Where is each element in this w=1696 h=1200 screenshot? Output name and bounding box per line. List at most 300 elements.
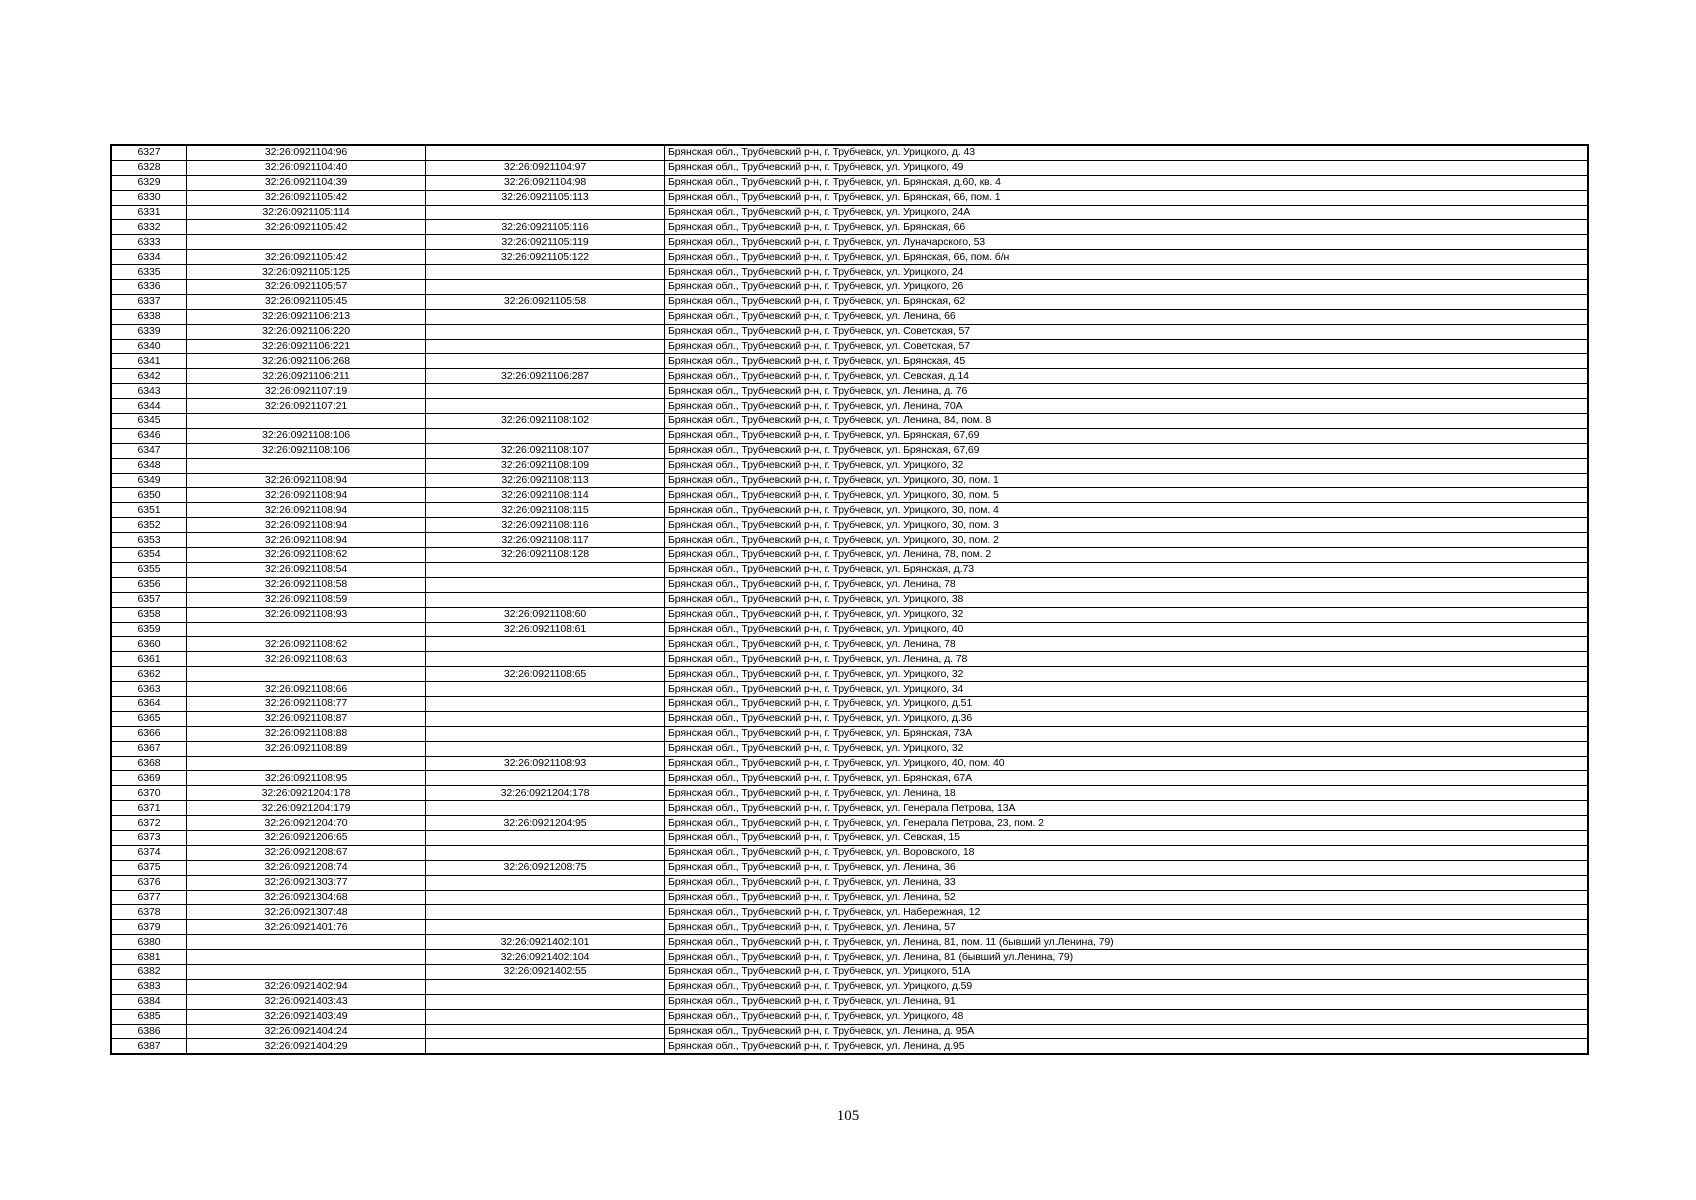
address-cell: Брянская обл., Трубчевский р-н, г. Трубчевск, ул. Брянская, д.73 (665, 562, 1589, 577)
cadastral-number-cell: 32:26:0921208:67 (187, 845, 426, 860)
table-row (111, 696, 1588, 711)
address-cell: Брянская обл., Трубчевский р-н, г. Трубчевск, ул. Урицкого, 32 (665, 667, 1589, 682)
address-cell: Брянская обл., Трубчевский р-н, г. Трубчевск, ул. Севская, д.14 (665, 369, 1589, 384)
row-number-cell: 6341 (111, 354, 187, 369)
address-cell: Брянская обл., Трубчевский р-н, г. Трубчевск, ул. Советская, 57 (665, 324, 1589, 339)
address-cell: Брянская обл., Трубчевский р-н, г. Трубчевск, ул. Ленина, 66 (665, 309, 1589, 324)
row-number-cell: 6382 (111, 964, 187, 979)
linked-cadastral-number-cell (426, 682, 665, 697)
address-cell: Брянская обл., Трубчевский р-н, г. Трубчевск, ул. Брянская, 67А (665, 771, 1589, 786)
row-number-cell: 6361 (111, 652, 187, 667)
cadastral-number-cell: 32:26:0921108:94 (187, 518, 426, 533)
linked-cadastral-number-cell (426, 265, 665, 280)
row-number-cell: 6363 (111, 682, 187, 697)
linked-cadastral-number-cell: 32:26:0921108:65 (426, 667, 665, 682)
address-cell: Брянская обл., Трубчевский р-н, г. Трубчевск, ул. Урицкого, д.51 (665, 696, 1589, 711)
linked-cadastral-number-cell: 32:26:0921402:104 (426, 950, 665, 965)
address-cell: Брянская обл., Трубчевский р-н, г. Трубчевск, ул. Советская, 57 (665, 339, 1589, 354)
linked-cadastral-number-cell: 32:26:0921108:116 (426, 518, 665, 533)
cadastral-number-cell: 32:26:0921403:49 (187, 1009, 426, 1024)
cadastral-number-cell: 32:26:0921105:125 (187, 265, 426, 280)
row-number-cell: 6369 (111, 771, 187, 786)
table-row (111, 518, 1588, 533)
linked-cadastral-number-cell: 32:26:0921108:102 (426, 414, 665, 429)
linked-cadastral-number-cell: 32:26:0921402:55 (426, 964, 665, 979)
row-number-cell: 6372 (111, 816, 187, 831)
table-row (111, 190, 1588, 205)
row-number-cell: 6353 (111, 533, 187, 548)
linked-cadastral-number-cell (426, 726, 665, 741)
row-number-cell: 6331 (111, 205, 187, 220)
linked-cadastral-number-cell: 32:26:0921108:117 (426, 533, 665, 548)
address-cell: Брянская обл., Трубчевский р-н, г. Трубчевск, ул. Ленина, 84, пом. 8 (665, 414, 1589, 429)
address-cell: Брянская обл., Трубчевский р-н, г. Трубчевск, ул. Урицкого, 34 (665, 682, 1589, 697)
linked-cadastral-number-cell: 32:26:0921108:60 (426, 607, 665, 622)
row-number-cell: 6370 (111, 786, 187, 801)
address-cell: Брянская обл., Трубчевский р-н, г. Трубчевск, ул. Ленина, 52 (665, 890, 1589, 905)
linked-cadastral-number-cell (426, 205, 665, 220)
linked-cadastral-number-cell (426, 384, 665, 399)
linked-cadastral-number-cell: 32:26:0921204:178 (426, 786, 665, 801)
cadastral-number-cell: 32:26:0921106:213 (187, 309, 426, 324)
address-cell: Брянская обл., Трубчевский р-н, г. Трубчевск, ул. Урицкого, 32 (665, 458, 1589, 473)
cadastral-number-cell: 32:26:0921105:57 (187, 280, 426, 295)
row-number-cell: 6385 (111, 1009, 187, 1024)
linked-cadastral-number-cell (426, 324, 665, 339)
address-cell: Брянская обл., Трубчевский р-н, г. Трубчевск, ул. Урицкого, 32 (665, 741, 1589, 756)
table-row (111, 622, 1588, 637)
linked-cadastral-number-cell: 32:26:0921108:115 (426, 503, 665, 518)
row-number-cell: 6354 (111, 548, 187, 563)
linked-cadastral-number-cell (426, 905, 665, 920)
cadastral-number-cell: 32:26:0921108:66 (187, 682, 426, 697)
row-number-cell: 6373 (111, 830, 187, 845)
table-row (111, 682, 1588, 697)
row-number-cell: 6374 (111, 845, 187, 860)
cadastral-number-cell: 32:26:0921108:94 (187, 503, 426, 518)
cadastral-table (110, 144, 1589, 1055)
table-row (111, 562, 1588, 577)
table-row (111, 369, 1588, 384)
address-cell: Брянская обл., Трубчевский р-н, г. Трубчевск, ул. Воровского, 18 (665, 845, 1589, 860)
cadastral-number-cell: 32:26:0921108:88 (187, 726, 426, 741)
cadastral-number-cell: 32:26:0921108:54 (187, 562, 426, 577)
linked-cadastral-number-cell (426, 309, 665, 324)
cadastral-number-cell: 32:26:0921108:94 (187, 488, 426, 503)
table-row (111, 652, 1588, 667)
address-cell: Брянская обл., Трубчевский р-н, г. Трубчевск, ул. Ленина, 78 (665, 577, 1589, 592)
table-row (111, 816, 1588, 831)
table-row (111, 756, 1588, 771)
row-number-cell: 6356 (111, 577, 187, 592)
linked-cadastral-number-cell: 32:26:0921402:101 (426, 935, 665, 950)
linked-cadastral-number-cell (426, 399, 665, 414)
cadastral-number-cell (187, 756, 426, 771)
row-number-cell: 6334 (111, 250, 187, 265)
table-row (111, 637, 1588, 652)
cadastral-number-cell (187, 667, 426, 682)
table-row (111, 354, 1588, 369)
linked-cadastral-number-cell (426, 1024, 665, 1039)
table-row (111, 860, 1588, 875)
cadastral-number-cell (187, 414, 426, 429)
cadastral-number-cell: 32:26:0921204:179 (187, 801, 426, 816)
linked-cadastral-number-cell (426, 920, 665, 935)
cadastral-number-cell: 32:26:0921108:62 (187, 637, 426, 652)
cadastral-number-cell: 32:26:0921108:94 (187, 533, 426, 548)
linked-cadastral-number-cell: 32:26:0921208:75 (426, 860, 665, 875)
table-row (111, 324, 1588, 339)
address-cell: Брянская обл., Трубчевский р-н, г. Трубчевск, ул. Урицкого, 51А (665, 964, 1589, 979)
address-cell: Брянская обл., Трубчевский р-н, г. Трубчевск, ул. Брянская, 67,69 (665, 443, 1589, 458)
table-row (111, 250, 1588, 265)
row-number-cell: 6346 (111, 428, 187, 443)
cadastral-number-cell: 32:26:0921108:89 (187, 741, 426, 756)
linked-cadastral-number-cell (426, 890, 665, 905)
address-cell: Брянская обл., Трубчевский р-н, г. Трубчевск, ул. Ленина, д.95 (665, 1039, 1589, 1054)
row-number-cell: 6332 (111, 220, 187, 235)
table-row (111, 548, 1588, 563)
row-number-cell: 6375 (111, 860, 187, 875)
address-cell: Брянская обл., Трубчевский р-н, г. Трубчевск, ул. Ленина, 33 (665, 875, 1589, 890)
address-cell: Брянская обл., Трубчевский р-н, г. Трубчевск, ул. Урицкого, 48 (665, 1009, 1589, 1024)
table-row (111, 399, 1588, 414)
row-number-cell: 6347 (111, 443, 187, 458)
table-row (111, 830, 1588, 845)
row-number-cell: 6360 (111, 637, 187, 652)
address-cell: Брянская обл., Трубчевский р-н, г. Трубчевск, ул. Севская, 15 (665, 830, 1589, 845)
linked-cadastral-number-cell (426, 979, 665, 994)
table-row (111, 220, 1588, 235)
linked-cadastral-number-cell: 32:26:0921108:128 (426, 548, 665, 563)
table-row (111, 235, 1588, 250)
table-row (111, 1009, 1588, 1024)
address-cell: Брянская обл., Трубчевский р-н, г. Трубчевск, ул. Урицкого, 24 (665, 265, 1589, 280)
address-cell: Брянская обл., Трубчевский р-н, г. Трубчевск, ул. Ленина, д. 76 (665, 384, 1589, 399)
cadastral-number-cell: 32:26:0921108:94 (187, 473, 426, 488)
row-number-cell: 6366 (111, 726, 187, 741)
table-row (111, 309, 1588, 324)
cadastral-number-cell: 32:26:0921105:42 (187, 250, 426, 265)
cadastral-number-cell: 32:26:0921104:96 (187, 145, 426, 160)
address-cell: Брянская обл., Трубчевский р-н, г. Трубчевск, ул. Урицкого, 30, пом. 3 (665, 518, 1589, 533)
address-cell: Брянская обл., Трубчевский р-н, г. Трубчевск, ул. Ленина, 57 (665, 920, 1589, 935)
row-number-cell: 6364 (111, 696, 187, 711)
row-number-cell: 6342 (111, 369, 187, 384)
cadastral-number-cell: 32:26:0921401:76 (187, 920, 426, 935)
address-cell: Брянская обл., Трубчевский р-н, г. Трубчевск, ул. Урицкого, 32 (665, 607, 1589, 622)
address-cell: Брянская обл., Трубчевский р-н, г. Трубчевск, ул. Ленина, 81, пом. 11 (бывший ул.Ленина, 79) (665, 935, 1589, 950)
row-number-cell: 6340 (111, 339, 187, 354)
row-number-cell: 6336 (111, 280, 187, 295)
table-row (111, 533, 1588, 548)
cadastral-number-cell: 32:26:0921107:19 (187, 384, 426, 399)
table-row (111, 443, 1588, 458)
address-cell: Брянская обл., Трубчевский р-н, г. Трубчевск, ул. Урицкого, 40, пом. 40 (665, 756, 1589, 771)
linked-cadastral-number-cell (426, 830, 665, 845)
row-number-cell: 6384 (111, 994, 187, 1009)
address-cell: Брянская обл., Трубчевский р-н, г. Трубчевск, ул. Урицкого, 30, пом. 4 (665, 503, 1589, 518)
address-cell: Брянская обл., Трубчевский р-н, г. Трубчевск, ул. Генерала Петрова, 23, пом. 2 (665, 816, 1589, 831)
row-number-cell: 6358 (111, 607, 187, 622)
row-number-cell: 6362 (111, 667, 187, 682)
address-cell: Брянская обл., Трубчевский р-н, г. Трубчевск, ул. Брянская, 66, пом. б/н (665, 250, 1589, 265)
table-row (111, 801, 1588, 816)
table-row (111, 280, 1588, 295)
table-row (111, 979, 1588, 994)
table-row (111, 503, 1588, 518)
linked-cadastral-number-cell: 32:26:0921105:58 (426, 294, 665, 309)
row-number-cell: 6383 (111, 979, 187, 994)
linked-cadastral-number-cell (426, 354, 665, 369)
linked-cadastral-number-cell (426, 1009, 665, 1024)
table-row (111, 160, 1588, 175)
cadastral-number-cell: 32:26:0921108:59 (187, 592, 426, 607)
address-cell: Брянская обл., Трубчевский р-н, г. Трубчевск, ул. Ленина, д. 78 (665, 652, 1589, 667)
address-cell: Брянская обл., Трубчевский р-н, г. Трубчевск, ул. Луначарского, 53 (665, 235, 1589, 250)
row-number-cell: 6330 (111, 190, 187, 205)
cadastral-number-cell: 32:26:0921208:74 (187, 860, 426, 875)
row-number-cell: 6329 (111, 175, 187, 190)
row-number-cell: 6355 (111, 562, 187, 577)
linked-cadastral-number-cell: 32:26:0921106:287 (426, 369, 665, 384)
row-number-cell: 6365 (111, 711, 187, 726)
row-number-cell: 6377 (111, 890, 187, 905)
address-cell: Брянская обл., Трубчевский р-н, г. Трубчевск, ул. Урицкого, 26 (665, 280, 1589, 295)
table-row (111, 458, 1588, 473)
row-number-cell: 6337 (111, 294, 187, 309)
cadastral-number-cell: 32:26:0921404:24 (187, 1024, 426, 1039)
cadastral-number-cell: 32:26:0921106:268 (187, 354, 426, 369)
cadastral-number-cell: 32:26:0921105:45 (187, 294, 426, 309)
page-number: 105 (836, 1108, 860, 1124)
address-cell: Брянская обл., Трубчевский р-н, г. Трубчевск, ул. Урицкого, 38 (665, 592, 1589, 607)
row-number-cell: 6350 (111, 488, 187, 503)
linked-cadastral-number-cell (426, 637, 665, 652)
row-number-cell: 6344 (111, 399, 187, 414)
cadastral-number-cell: 32:26:0921108:77 (187, 696, 426, 711)
address-cell: Брянская обл., Трубчевский р-н, г. Трубчевск, ул. Урицкого, д.36 (665, 711, 1589, 726)
linked-cadastral-number-cell: 32:26:0921104:98 (426, 175, 665, 190)
linked-cadastral-number-cell (426, 741, 665, 756)
cadastral-number-cell: 32:26:0921105:42 (187, 190, 426, 205)
cadastral-number-cell (187, 950, 426, 965)
linked-cadastral-number-cell (426, 875, 665, 890)
table-row (111, 145, 1588, 160)
cadastral-number-cell: 32:26:0921403:43 (187, 994, 426, 1009)
cadastral-number-cell (187, 935, 426, 950)
linked-cadastral-number-cell (426, 652, 665, 667)
cadastral-number-cell: 32:26:0921108:106 (187, 443, 426, 458)
table-row (111, 175, 1588, 190)
address-cell: Брянская обл., Трубчевский р-н, г. Трубчевск, ул. Ленина, 81 (бывший ул.Ленина, 79) (665, 950, 1589, 965)
row-number-cell: 6349 (111, 473, 187, 488)
table-row (111, 414, 1588, 429)
cadastral-number-cell: 32:26:0921204:178 (187, 786, 426, 801)
table-row (111, 265, 1588, 280)
linked-cadastral-number-cell: 32:26:0921108:109 (426, 458, 665, 473)
row-number-cell: 6351 (111, 503, 187, 518)
row-number-cell: 6348 (111, 458, 187, 473)
table-row (111, 428, 1588, 443)
table-row (111, 294, 1588, 309)
linked-cadastral-number-cell: 32:26:0921105:116 (426, 220, 665, 235)
cadastral-number-cell: 32:26:0921402:94 (187, 979, 426, 994)
cadastral-number-cell: 32:26:0921106:220 (187, 324, 426, 339)
table-row (111, 950, 1588, 965)
linked-cadastral-number-cell: 32:26:0921204:95 (426, 816, 665, 831)
address-cell: Брянская обл., Трубчевский р-н, г. Трубчевск, ул. Брянская, 73А (665, 726, 1589, 741)
address-cell: Брянская обл., Трубчевский р-н, г. Трубчевск, ул. Ленина, д. 95А (665, 1024, 1589, 1039)
cadastral-number-cell (187, 622, 426, 637)
row-number-cell: 6327 (111, 145, 187, 160)
row-number-cell: 6345 (111, 414, 187, 429)
row-number-cell: 6376 (111, 875, 187, 890)
address-cell: Брянская обл., Трубчевский р-н, г. Трубчевск, ул. Урицкого, 49 (665, 160, 1589, 175)
linked-cadastral-number-cell (426, 577, 665, 592)
address-cell: Брянская обл., Трубчевский р-н, г. Трубчевск, ул. Брянская, 67,69 (665, 428, 1589, 443)
table-row (111, 905, 1588, 920)
cadastral-number-cell (187, 458, 426, 473)
linked-cadastral-number-cell (426, 562, 665, 577)
cadastral-number-cell (187, 964, 426, 979)
row-number-cell: 6387 (111, 1039, 187, 1054)
table-row (111, 786, 1588, 801)
linked-cadastral-number-cell (426, 771, 665, 786)
linked-cadastral-number-cell: 32:26:0921108:61 (426, 622, 665, 637)
row-number-cell: 6368 (111, 756, 187, 771)
address-cell: Брянская обл., Трубчевский р-н, г. Трубчевск, ул. Урицкого, 24А (665, 205, 1589, 220)
cadastral-table-body (111, 145, 1588, 1054)
table-row (111, 1039, 1588, 1054)
linked-cadastral-number-cell (426, 994, 665, 1009)
row-number-cell: 6333 (111, 235, 187, 250)
table-row (111, 667, 1588, 682)
row-number-cell: 6335 (111, 265, 187, 280)
row-number-cell: 6359 (111, 622, 187, 637)
address-cell: Брянская обл., Трубчевский р-н, г. Трубчевск, ул. Ленина, 70А (665, 399, 1589, 414)
linked-cadastral-number-cell (426, 1039, 665, 1054)
cadastral-number-cell: 32:26:0921108:63 (187, 652, 426, 667)
linked-cadastral-number-cell (426, 428, 665, 443)
table-row (111, 964, 1588, 979)
table-row (111, 726, 1588, 741)
row-number-cell: 6378 (111, 905, 187, 920)
linked-cadastral-number-cell (426, 696, 665, 711)
cadastral-number-cell: 32:26:0921404:29 (187, 1039, 426, 1054)
address-cell: Брянская обл., Трубчевский р-н, г. Трубчевск, ул. Ленина, 78, пом. 2 (665, 548, 1589, 563)
table-row (111, 920, 1588, 935)
table-row (111, 592, 1588, 607)
cadastral-number-cell: 32:26:0921108:58 (187, 577, 426, 592)
cadastral-number-cell (187, 235, 426, 250)
cadastral-number-cell: 32:26:0921106:221 (187, 339, 426, 354)
linked-cadastral-number-cell: 32:26:0921105:113 (426, 190, 665, 205)
linked-cadastral-number-cell: 32:26:0921104:97 (426, 160, 665, 175)
address-cell: Брянская обл., Трубчевский р-н, г. Трубчевск, ул. Ленина, 36 (665, 860, 1589, 875)
linked-cadastral-number-cell: 32:26:0921108:114 (426, 488, 665, 503)
row-number-cell: 6371 (111, 801, 187, 816)
cadastral-number-cell: 32:26:0921104:39 (187, 175, 426, 190)
row-number-cell: 6381 (111, 950, 187, 965)
table-row (111, 741, 1588, 756)
row-number-cell: 6352 (111, 518, 187, 533)
cadastral-number-cell: 32:26:0921108:95 (187, 771, 426, 786)
row-number-cell: 6357 (111, 592, 187, 607)
linked-cadastral-number-cell: 32:26:0921105:119 (426, 235, 665, 250)
table-row (111, 384, 1588, 399)
address-cell: Брянская обл., Трубчевский р-н, г. Трубчевск, ул. Ленина, 78 (665, 637, 1589, 652)
cadastral-number-cell: 32:26:0921108:93 (187, 607, 426, 622)
linked-cadastral-number-cell: 32:26:0921108:93 (426, 756, 665, 771)
address-cell: Брянская обл., Трубчевский р-н, г. Трубчевск, ул. Генерала Петрова, 13А (665, 801, 1589, 816)
linked-cadastral-number-cell (426, 280, 665, 295)
linked-cadastral-number-cell (426, 801, 665, 816)
cadastral-number-cell: 32:26:0921307:48 (187, 905, 426, 920)
cadastral-number-cell: 32:26:0921108:62 (187, 548, 426, 563)
address-cell: Брянская обл., Трубчевский р-н, г. Трубчевск, ул. Ленина, 18 (665, 786, 1589, 801)
table-row (111, 994, 1588, 1009)
cadastral-number-cell: 32:26:0921108:87 (187, 711, 426, 726)
linked-cadastral-number-cell (426, 145, 665, 160)
address-cell: Брянская обл., Трубчевский р-н, г. Трубчевск, ул. Брянская, 66 (665, 220, 1589, 235)
address-cell: Брянская обл., Трубчевский р-н, г. Трубчевск, ул. Урицкого, 30, пом. 2 (665, 533, 1589, 548)
address-cell: Брянская обл., Трубчевский р-н, г. Трубчевск, ул. Брянская, 45 (665, 354, 1589, 369)
linked-cadastral-number-cell (426, 845, 665, 860)
row-number-cell: 6343 (111, 384, 187, 399)
row-number-cell: 6339 (111, 324, 187, 339)
linked-cadastral-number-cell: 32:26:0921108:113 (426, 473, 665, 488)
address-cell: Брянская обл., Трубчевский р-н, г. Трубчевск, ул. Брянская, 62 (665, 294, 1589, 309)
address-cell: Брянская обл., Трубчевский р-н, г. Трубчевск, ул. Ленина, 91 (665, 994, 1589, 1009)
cadastral-number-cell: 32:26:0921108:106 (187, 428, 426, 443)
linked-cadastral-number-cell: 32:26:0921108:107 (426, 443, 665, 458)
row-number-cell: 6379 (111, 920, 187, 935)
linked-cadastral-number-cell (426, 339, 665, 354)
cadastral-number-cell: 32:26:0921106:211 (187, 369, 426, 384)
linked-cadastral-number-cell: 32:26:0921105:122 (426, 250, 665, 265)
linked-cadastral-number-cell (426, 711, 665, 726)
row-number-cell: 6367 (111, 741, 187, 756)
table-row (111, 339, 1588, 354)
cadastral-number-cell: 32:26:0921204:70 (187, 816, 426, 831)
table-row (111, 488, 1588, 503)
cadastral-number-cell: 32:26:0921104:40 (187, 160, 426, 175)
table-row (111, 205, 1588, 220)
address-cell: Брянская обл., Трубчевский р-н, г. Трубчевск, ул. Набережная, 12 (665, 905, 1589, 920)
table-row (111, 875, 1588, 890)
row-number-cell: 6328 (111, 160, 187, 175)
table-row (111, 935, 1588, 950)
table-row (111, 890, 1588, 905)
address-cell: Брянская обл., Трубчевский р-н, г. Трубчевск, ул. Урицкого, 40 (665, 622, 1589, 637)
address-cell: Брянская обл., Трубчевский р-н, г. Трубчевск, ул. Урицкого, 30, пом. 1 (665, 473, 1589, 488)
cadastral-number-cell: 32:26:0921105:42 (187, 220, 426, 235)
table-row (111, 771, 1588, 786)
address-cell: Брянская обл., Трубчевский р-н, г. Трубчевск, ул. Урицкого, д. 43 (665, 145, 1589, 160)
cadastral-number-cell: 32:26:0921105:114 (187, 205, 426, 220)
cadastral-number-cell: 32:26:0921304:68 (187, 890, 426, 905)
address-cell: Брянская обл., Трубчевский р-н, г. Трубчевск, ул. Брянская, 66, пом. 1 (665, 190, 1589, 205)
table-row (111, 607, 1588, 622)
cadastral-number-cell: 32:26:0921303:77 (187, 875, 426, 890)
table-row (111, 473, 1588, 488)
row-number-cell: 6338 (111, 309, 187, 324)
table-row (111, 577, 1588, 592)
table-row (111, 1024, 1588, 1039)
address-cell: Брянская обл., Трубчевский р-н, г. Трубчевск, ул. Урицкого, д.59 (665, 979, 1589, 994)
row-number-cell: 6380 (111, 935, 187, 950)
